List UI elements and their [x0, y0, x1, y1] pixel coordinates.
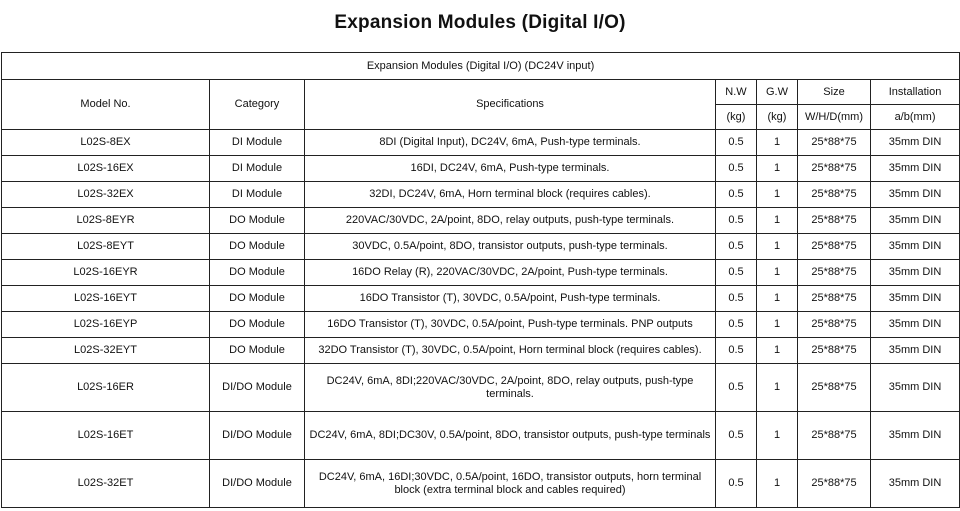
size-cell: 25*88*75: [798, 338, 871, 364]
size-cell: 25*88*75: [798, 364, 871, 412]
size-cell: 25*88*75: [798, 208, 871, 234]
table-row: [2, 286, 960, 312]
gw-cell: 1: [757, 130, 798, 156]
model-cell: L02S-16EYR: [2, 260, 210, 286]
header-nw: N.W: [716, 80, 757, 105]
nw-cell: 0.5: [716, 312, 757, 338]
gw-cell: 1: [757, 234, 798, 260]
table-row: [2, 234, 960, 260]
spec-cell: DC24V, 6mA, 8DI;220VAC/30VDC, 2A/point, 8DO, relay outputs, push-type terminals.: [305, 364, 716, 412]
category-cell: DO Module: [210, 286, 305, 312]
install-cell: 35mm DIN: [871, 412, 960, 460]
table-caption-row: [2, 53, 960, 80]
install-cell: 35mm DIN: [871, 182, 960, 208]
install-cell: 35mm DIN: [871, 364, 960, 412]
table-row: [2, 412, 960, 460]
gw-cell: 1: [757, 208, 798, 234]
category-cell: DI/DO Module: [210, 364, 305, 412]
size-cell: 25*88*75: [798, 182, 871, 208]
model-cell: L02S-16EYT: [2, 286, 210, 312]
gw-cell: 1: [757, 364, 798, 412]
nw-cell: 0.5: [716, 460, 757, 508]
install-cell: 35mm DIN: [871, 260, 960, 286]
nw-cell: 0.5: [716, 130, 757, 156]
table-row: [2, 312, 960, 338]
header-gw-unit: (kg): [757, 105, 798, 130]
spec-cell: DC24V, 6mA, 16DI;30VDC, 0.5A/point, 16DO, transistor outputs, horn terminal block (extra terminal block and cables required): [305, 460, 716, 508]
table-row: [2, 460, 960, 508]
header-row: [2, 80, 960, 105]
gw-cell: 1: [757, 260, 798, 286]
install-cell: 35mm DIN: [871, 156, 960, 182]
size-cell: 25*88*75: [798, 260, 871, 286]
table-row: [2, 182, 960, 208]
install-cell: 35mm DIN: [871, 208, 960, 234]
install-cell: 35mm DIN: [871, 460, 960, 508]
gw-cell: 1: [757, 312, 798, 338]
spec-cell: 32DO Transistor (T), 30VDC, 0.5A/point, Horn terminal block (requires cables).: [305, 338, 716, 364]
category-cell: DO Module: [210, 234, 305, 260]
category-cell: DO Module: [210, 338, 305, 364]
model-cell: L02S-32ET: [2, 460, 210, 508]
gw-cell: 1: [757, 182, 798, 208]
table-row: [2, 130, 960, 156]
header-model: Model No.: [2, 80, 210, 130]
table-row: [2, 156, 960, 182]
category-cell: DI Module: [210, 182, 305, 208]
gw-cell: 1: [757, 412, 798, 460]
nw-cell: 0.5: [716, 338, 757, 364]
category-cell: DI Module: [210, 156, 305, 182]
size-cell: 25*88*75: [798, 460, 871, 508]
header-installation-unit: a/b(mm): [871, 105, 960, 130]
install-cell: 35mm DIN: [871, 338, 960, 364]
size-cell: 25*88*75: [798, 130, 871, 156]
table-row: [2, 260, 960, 286]
gw-cell: 1: [757, 338, 798, 364]
header-size-unit: W/H/D(mm): [798, 105, 871, 130]
category-cell: DI/DO Module: [210, 460, 305, 508]
nw-cell: 0.5: [716, 286, 757, 312]
model-cell: L02S-8EYR: [2, 208, 210, 234]
header-category: Category: [210, 80, 305, 130]
header-gw: G.W: [757, 80, 798, 105]
model-cell: L02S-16EYP: [2, 312, 210, 338]
spec-cell: 220VAC/30VDC, 2A/point, 8DO, relay outputs, push-type terminals.: [305, 208, 716, 234]
size-cell: 25*88*75: [798, 286, 871, 312]
nw-cell: 0.5: [716, 260, 757, 286]
category-cell: DO Module: [210, 208, 305, 234]
table-row: [2, 208, 960, 234]
nw-cell: 0.5: [716, 208, 757, 234]
install-cell: 35mm DIN: [871, 130, 960, 156]
nw-cell: 0.5: [716, 412, 757, 460]
page-title: Expansion Modules (Digital I/O): [334, 12, 626, 33]
spec-cell: 16DO Transistor (T), 30VDC, 0.5A/point, Push-type terminals. PNP outputs: [305, 312, 716, 338]
install-cell: 35mm DIN: [871, 286, 960, 312]
nw-cell: 0.5: [716, 182, 757, 208]
model-cell: L02S-16ER: [2, 364, 210, 412]
header-size: Size: [798, 80, 871, 105]
model-cell: L02S-32EX: [2, 182, 210, 208]
spec-cell: 8DI (Digital Input), DC24V, 6mA, Push-type terminals.: [305, 130, 716, 156]
nw-cell: 0.5: [716, 156, 757, 182]
size-cell: 25*88*75: [798, 412, 871, 460]
table-row: [2, 338, 960, 364]
header-nw-unit: (kg): [716, 105, 757, 130]
category-cell: DI/DO Module: [210, 412, 305, 460]
size-cell: 25*88*75: [798, 156, 871, 182]
spec-cell: 16DO Transistor (T), 30VDC, 0.5A/point, Push-type terminals.: [305, 286, 716, 312]
category-cell: DI Module: [210, 130, 305, 156]
category-cell: DO Module: [210, 312, 305, 338]
install-cell: 35mm DIN: [871, 234, 960, 260]
model-cell: L02S-32EYT: [2, 338, 210, 364]
install-cell: 35mm DIN: [871, 312, 960, 338]
header-specifications: Specifications: [305, 80, 716, 130]
spec-cell: 16DI, DC24V, 6mA, Push-type terminals.: [305, 156, 716, 182]
gw-cell: 1: [757, 460, 798, 508]
spec-cell: 16DO Relay (R), 220VAC/30VDC, 2A/point, Push-type terminals.: [305, 260, 716, 286]
header-installation: Installation: [871, 80, 960, 105]
category-cell: DO Module: [210, 260, 305, 286]
model-cell: L02S-8EYT: [2, 234, 210, 260]
expansion-modules-table: [1, 52, 960, 508]
gw-cell: 1: [757, 286, 798, 312]
size-cell: 25*88*75: [798, 234, 871, 260]
model-cell: L02S-8EX: [2, 130, 210, 156]
spec-cell: 30VDC, 0.5A/point, 8DO, transistor outputs, push-type terminals.: [305, 234, 716, 260]
table-row: [2, 364, 960, 412]
spec-cell: DC24V, 6mA, 8DI;DC30V, 0.5A/point, 8DO, transistor outputs, push-type terminals: [305, 412, 716, 460]
gw-cell: 1: [757, 156, 798, 182]
nw-cell: 0.5: [716, 234, 757, 260]
model-cell: L02S-16ET: [2, 412, 210, 460]
nw-cell: 0.5: [716, 364, 757, 412]
spec-cell: 32DI, DC24V, 6mA, Horn terminal block (requires cables).: [305, 182, 716, 208]
model-cell: L02S-16EX: [2, 156, 210, 182]
size-cell: 25*88*75: [798, 312, 871, 338]
table-caption: Expansion Modules (Digital I/O) (DC24V input): [2, 53, 960, 80]
